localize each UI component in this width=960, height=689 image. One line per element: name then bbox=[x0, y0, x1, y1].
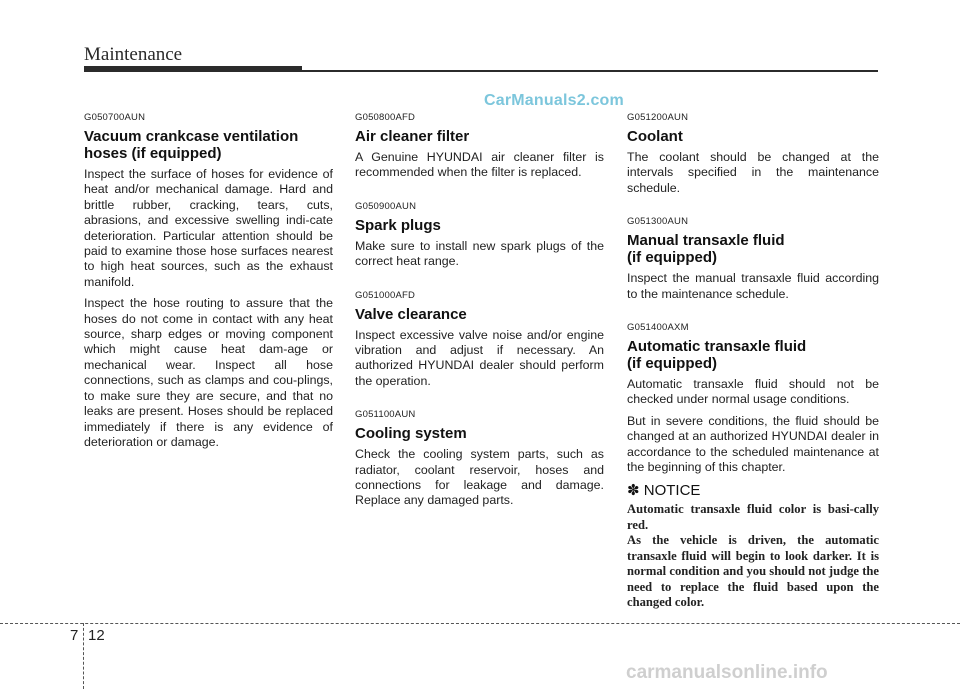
heading-line: Vacuum crankcase ventilation bbox=[84, 128, 299, 145]
section-code: G051200AUN bbox=[627, 112, 689, 123]
section-code: G051100AUN bbox=[355, 409, 416, 421]
footer-watermark[interactable]: carmanualsonline.info bbox=[626, 662, 828, 683]
header-rule-thin bbox=[300, 70, 878, 72]
section-heading bbox=[627, 232, 879, 266]
column-left bbox=[84, 112, 333, 456]
chapter-number: 7 bbox=[70, 627, 79, 644]
paragraph: Inspect the manual transaxle fluid according to the maintenance schedule. bbox=[627, 271, 879, 301]
section-heading: Coolant bbox=[627, 128, 683, 145]
header-rule-thick bbox=[84, 66, 302, 72]
paragraph: Inspect the surface of hoses for evidence of heat and/or mechanical damage. Hard and brittle rubber, cracking, tears, cuts, abrasions, and excessive swelling indi-cate deterioration. Particular attention should be paid to examine those hose surfaces nearest to high heat sources, such as the exhaust manifold. bbox=[84, 167, 333, 289]
heading-line: Automatic transaxle fluid bbox=[627, 338, 807, 356]
notice-text: As the vehicle is driven, the automatic transaxle fluid will begin to look darker. It is normal condition and you should not judge the need to replace the fluid based upon the changed color. bbox=[627, 533, 879, 609]
notice-text: Automatic transaxle fluid color is basi-cally red. bbox=[627, 502, 879, 532]
section-code: G050900AUN bbox=[355, 200, 417, 212]
footer-vertical-divider bbox=[83, 623, 84, 689]
notice-heading: ✽ NOTICE bbox=[627, 482, 701, 500]
paragraph: But in severe conditions, the fluid should be changed at an authorized HYUNDAI dealer in accordance to the scheduled maintenance at the beginning of this chapter. bbox=[627, 413, 879, 475]
section-code: G051300AUN bbox=[627, 216, 689, 228]
paragraph: Inspect excessive valve noise and/or engine vibration and adjust if necessary. An authorized HYUNDAI dealer should perform the operation. bbox=[355, 327, 604, 388]
section-heading: Air cleaner filter bbox=[355, 128, 470, 145]
watermark-text[interactable]: CarManuals2.com bbox=[484, 92, 624, 109]
paragraph: The coolant should be changed at the intervals specified in the maintenance schedule. bbox=[627, 150, 879, 195]
heading-line: Manual transaxle fluid bbox=[627, 232, 785, 250]
footer-divider bbox=[0, 623, 960, 624]
paragraph: Automatic transaxle fluid should not be checked under normal usage conditions. bbox=[627, 377, 879, 407]
column-middle bbox=[355, 112, 604, 515]
section-heading bbox=[627, 338, 879, 372]
heading-line: (if equipped) bbox=[627, 249, 717, 267]
section-code: G051000AFD bbox=[355, 289, 416, 301]
section-code: G050700AUN bbox=[84, 112, 146, 123]
paragraph: Inspect the hose routing to assure that the hoses do not come in contact with any heat source, sharp edges or moving component which might cause heat dam-age or mechanical wear. Inspect all hose connections, such as clamps and cou-plings, to make sure they are secure, and that no leaks are present. Hoses should be replaced immediately if there is any evidence of deterioration or damage. bbox=[84, 296, 333, 449]
section-heading: Spark plugs bbox=[355, 216, 441, 234]
paragraph: Make sure to install new spark plugs of the correct heat range. bbox=[355, 238, 604, 269]
paragraph: A Genuine HYUNDAI air cleaner filter is recommended when the filter is replaced. bbox=[355, 150, 604, 180]
column-right bbox=[627, 112, 879, 610]
section-heading: Valve clearance bbox=[355, 305, 467, 323]
heading-line: hoses (if equipped) bbox=[84, 145, 222, 162]
page-number: 12 bbox=[88, 627, 105, 644]
section-code: G050800AFD bbox=[355, 112, 416, 123]
page-section-title: Maintenance bbox=[84, 44, 183, 65]
paragraph: Check the cooling system parts, such as radiator, coolant reservoir, hoses and connections for leakage and damage. Replace any damaged parts. bbox=[355, 447, 604, 508]
section-heading bbox=[84, 128, 333, 162]
section-heading: Cooling system bbox=[355, 425, 467, 443]
section-code: G051400AXM bbox=[627, 322, 689, 334]
heading-line: (if equipped) bbox=[627, 355, 717, 373]
